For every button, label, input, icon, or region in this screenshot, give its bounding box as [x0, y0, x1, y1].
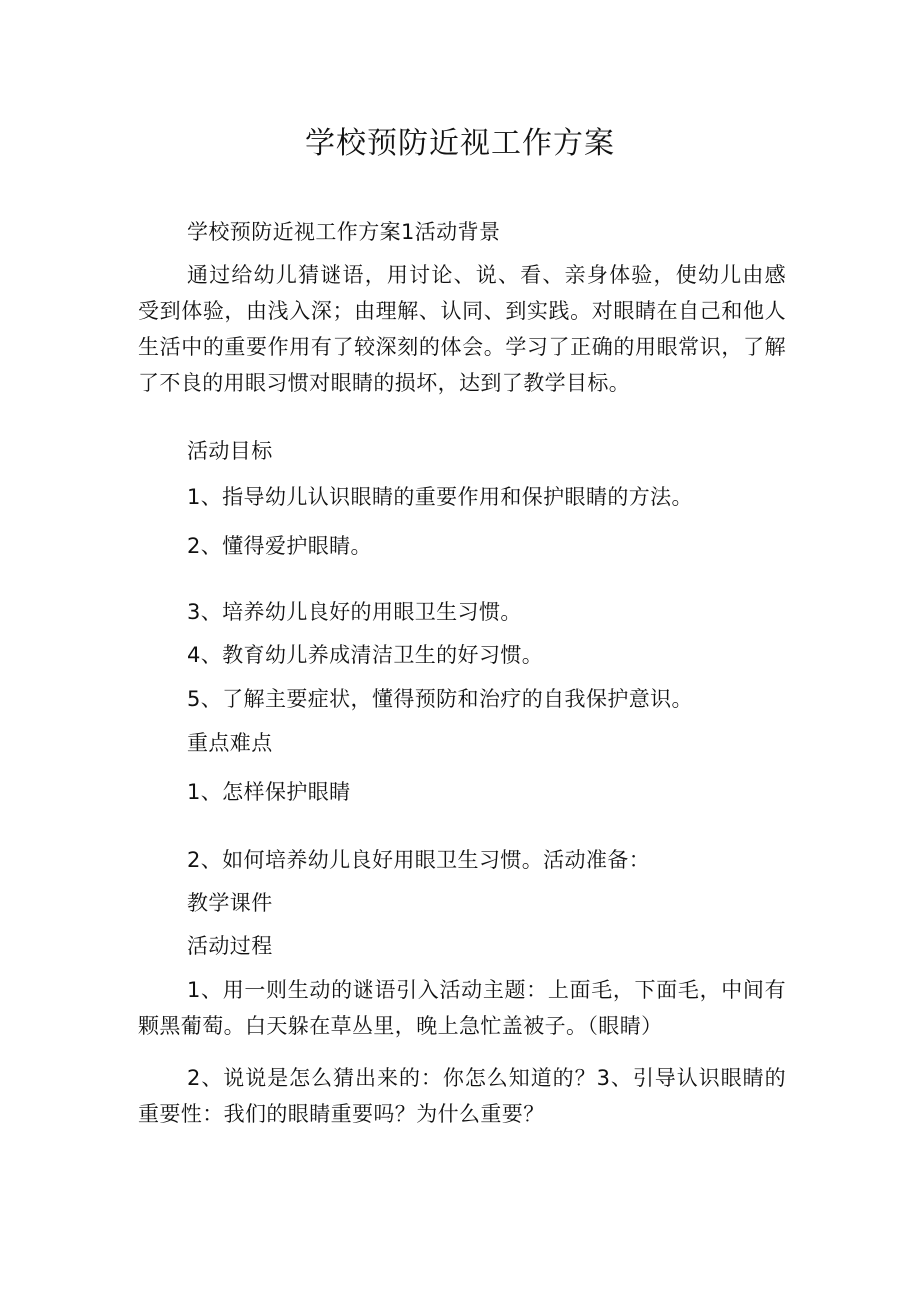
- paragraph-goal-2: 2、懂得爱护眼睛。: [187, 534, 372, 558]
- paragraph-section-heading: 学校预防近视工作方案1活动背景: [187, 220, 501, 244]
- paragraph-goals-heading: 活动目标: [187, 439, 273, 463]
- paragraph-process-2: 2、说说是怎么猜出来的：你怎么知道的？3、引导认识眼睛的重要性：我们的眼睛重要吗？为什么重要？: [138, 1066, 786, 1126]
- paragraph-background: 通过给幼儿猜谜语，用讨论、说、看、亲身体验，使幼儿由感受到体验，由浅入深；由理解、认同、到实践。对眼睛在自己和他人生活中的重要作用有了较深刻的体会。学习了正确的用眼常识，了解了不良的用眼习惯对眼睛的损坏，达到了教学目标。: [138, 263, 786, 395]
- paragraph-goal-1: 1、指导幼儿认识眼睛的重要作用和保护眼睛的方法。: [187, 485, 693, 509]
- paragraph-goal-4: 4、教育幼儿养成清洁卫生的好习惯。: [187, 643, 544, 667]
- paragraph-goal-3: 3、培养幼儿良好的用眼卫生习惯。: [187, 600, 522, 624]
- paragraph-key-point-2: 2、如何培养幼儿良好用眼卫生习惯。活动准备：: [187, 848, 651, 872]
- paragraph-key-points-heading: 重点难点: [187, 731, 273, 755]
- document-title: 学校预防近视工作方案: [305, 126, 615, 161]
- paragraph-goal-5: 5、了解主要症状，懂得预防和治疗的自我保护意识。: [187, 687, 693, 711]
- paragraph-materials: 教学课件: [187, 891, 273, 915]
- paragraph-process-1: 1、用一则生动的谜语引入活动主题：上面毛，下面毛，中间有颗黑葡萄。白天躲在草丛里，晚上急忙盖被子。（眼睛）: [138, 978, 786, 1038]
- paragraph-process-heading: 活动过程: [187, 934, 273, 958]
- paragraph-key-point-1: 1、怎样保护眼睛: [187, 780, 351, 804]
